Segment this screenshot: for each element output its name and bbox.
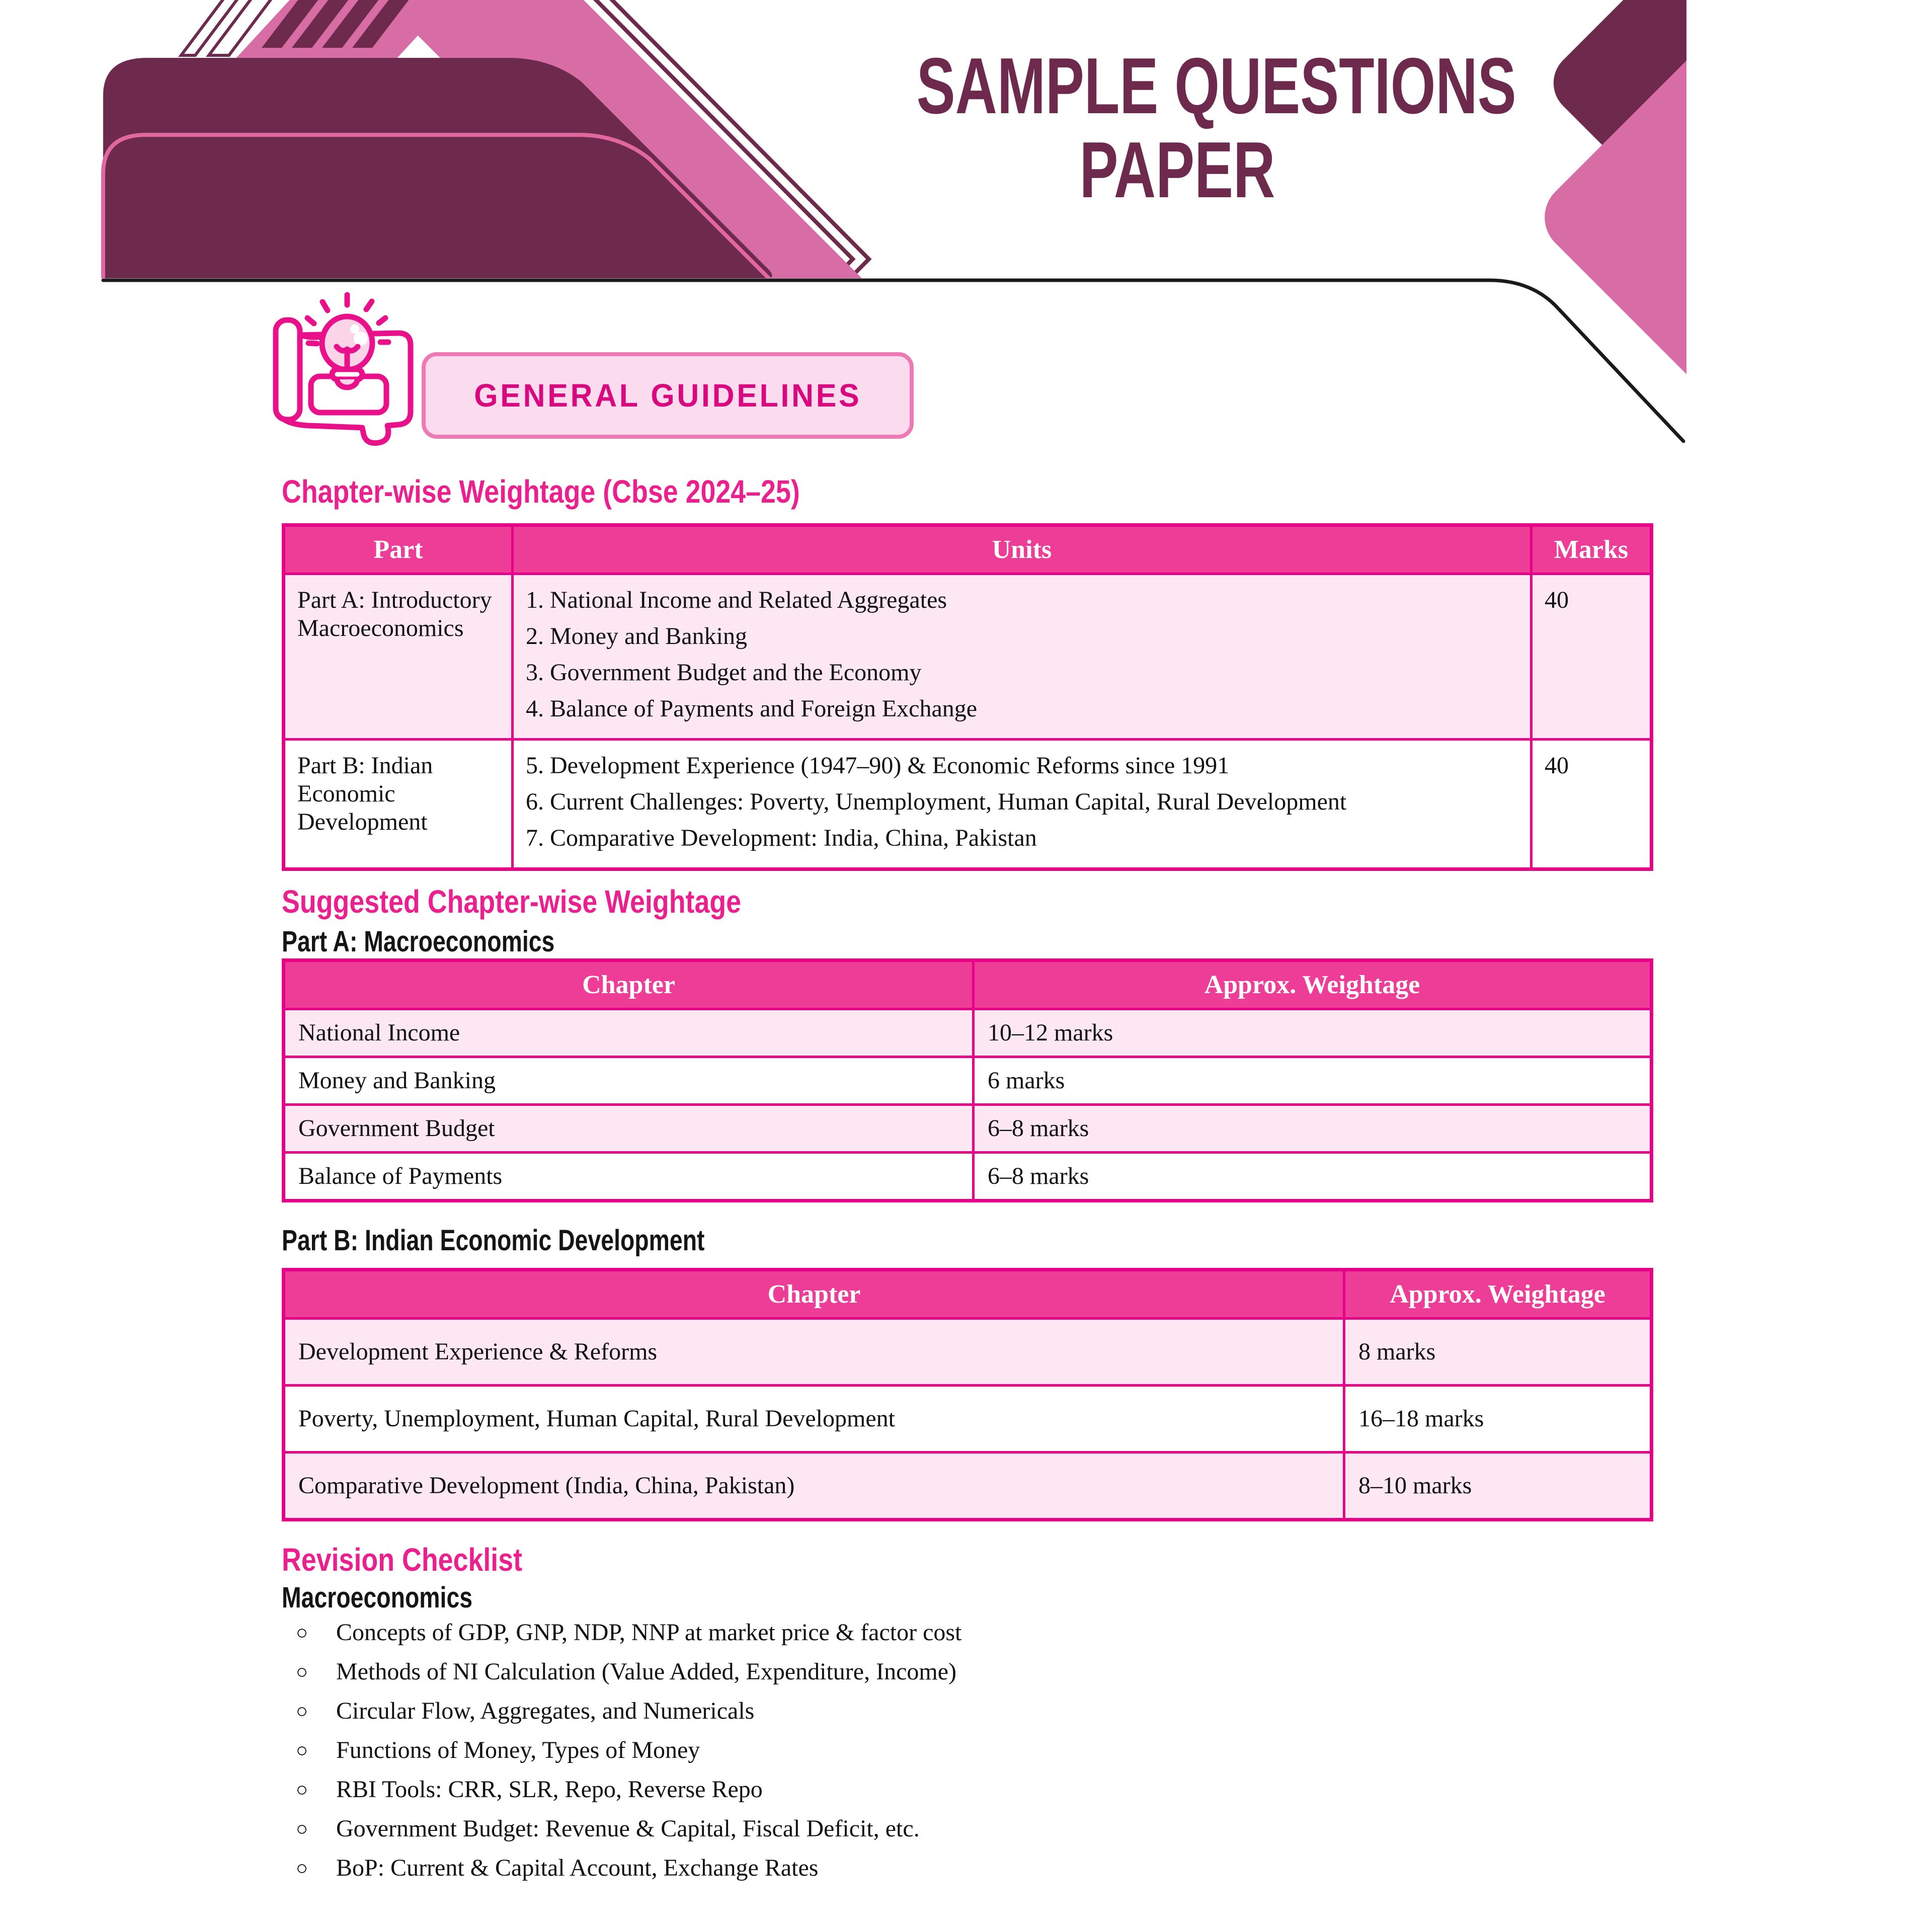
weightage-table-wrap [282, 523, 1653, 871]
partA-heading: Part A: Macroeconomics [282, 925, 555, 958]
list-item: ○ Functions of Money, Types of Money [296, 1736, 700, 1763]
unit-item: 2. Money and Banking [526, 623, 747, 650]
list-item: ○ BoP: Current & Capital Account, Exchange Rates [296, 1854, 819, 1881]
table-header-row [284, 525, 1652, 574]
chapter-cell: National Income [284, 1009, 974, 1057]
partA-table-wrap [282, 958, 1653, 1202]
section-suggested [282, 883, 1653, 920]
table-row [284, 1009, 1652, 1057]
revision-subheading: Macroeconomics [282, 1581, 473, 1614]
weightage-cell: 16–18 marks [1344, 1386, 1652, 1453]
weightage-table [282, 523, 1653, 871]
col-header-part: Part [284, 525, 513, 574]
table-row [284, 574, 1652, 740]
weightage-cell: 6–8 marks [974, 1105, 1652, 1153]
unit-item: 4. Balance of Payments and Foreign Exchange [526, 695, 978, 722]
chapter-cell: Balance of Payments [284, 1153, 974, 1201]
circle-bullet-icon: ○ [296, 1660, 308, 1683]
table-row [284, 1319, 1652, 1386]
col-header-marks: Marks [1532, 525, 1652, 574]
table-row [284, 740, 1652, 869]
circle-bullet-icon: ○ [296, 1738, 308, 1761]
unit-item: 1. National Income and Related Aggregates [526, 587, 947, 613]
lightbulb-scroll-icon [262, 287, 443, 463]
circle-bullet-icon: ○ [296, 1621, 308, 1644]
marks-cell: 40 [1532, 740, 1652, 869]
list-item: ○ Methods of NI Calculation (Value Added, Expenditure, Income) [296, 1658, 956, 1685]
page-title [820, 44, 1535, 212]
table-row [284, 1453, 1652, 1520]
list-item: ○ RBI Tools: CRR, SLR, Repo, Reverse Repo [296, 1776, 763, 1803]
table-row [284, 1386, 1652, 1453]
circle-bullet-icon: ○ [296, 1817, 308, 1840]
page-title-line2: PAPER [1079, 126, 1275, 214]
unit-item: 6. Current Challenges: Poverty, Unemployment, Human Capital, Rural Development [526, 788, 1347, 815]
table-row [284, 1105, 1652, 1153]
part-cell: Part B: Indian Economic Development [284, 740, 513, 869]
weightage-cell: 8 marks [1344, 1319, 1652, 1386]
weightage-cell: 10–12 marks [974, 1009, 1652, 1057]
weightage-cell: 6 marks [974, 1057, 1652, 1105]
chapter-cell: Development Experience & Reforms [284, 1319, 1344, 1386]
list-item: ○ Concepts of GDP, GNP, NDP, NNP at market price & factor cost [296, 1619, 962, 1646]
general-guidelines-label: GENERAL GUIDELINES [473, 377, 862, 414]
chapter-cell: Poverty, Unemployment, Human Capital, Rural Development [284, 1386, 1344, 1453]
marks-cell: 40 [1532, 574, 1652, 740]
partB-table [282, 1268, 1653, 1521]
partB-heading-wrap [282, 1224, 1653, 1257]
units-cell [513, 740, 1532, 869]
unit-item: 5. Development Experience (1947–90) & Economic Reforms since 1991 [526, 752, 1230, 779]
section-revision [282, 1541, 1653, 1578]
weightage-cell: 6–8 marks [974, 1153, 1652, 1201]
chapter-cell: Government Budget [284, 1105, 974, 1153]
revision-list-wrap [282, 1613, 1653, 1887]
partA-table [282, 958, 1653, 1202]
revision-subheading-wrap [282, 1581, 1653, 1615]
chapter-cell: Money and Banking [284, 1057, 974, 1105]
circle-bullet-icon: ○ [296, 1699, 308, 1722]
chapter-cell: Comparative Development (India, China, Pakistan) [284, 1453, 1344, 1520]
units-cell [513, 574, 1532, 740]
unit-item: 7. Comparative Development: India, China, Pakistan [526, 825, 1037, 851]
weightage-heading: Chapter-wise Weightage (Cbse 2024–25) [282, 473, 800, 510]
table-row [284, 1153, 1652, 1201]
table-header-row [284, 960, 1652, 1009]
table-header-row [284, 1270, 1652, 1319]
part-cell: Part A: Introductory Macroeconomics [284, 574, 513, 740]
revision-heading: Revision Checklist [282, 1542, 523, 1578]
weightage-cell: 8–10 marks [1344, 1453, 1652, 1520]
col-header-chapter: Chapter [284, 1270, 1344, 1319]
suggested-heading: Suggested Chapter-wise Weightage [282, 883, 742, 920]
list-item: ○ Government Budget: Revenue & Capital, Fiscal Deficit, etc. [296, 1815, 920, 1842]
circle-bullet-icon: ○ [296, 1778, 308, 1801]
col-header-weightage: Approx. Weightage [1344, 1270, 1652, 1319]
table-row [284, 1057, 1652, 1105]
circle-bullet-icon: ○ [296, 1856, 308, 1879]
section-weightage [282, 473, 1653, 510]
page-title-line1: SAMPLE QUESTIONS [916, 42, 1516, 130]
col-header-weightage: Approx. Weightage [974, 960, 1652, 1009]
stripes-icon [181, 0, 455, 60]
col-header-units: Units [513, 525, 1532, 574]
col-header-chapter: Chapter [284, 960, 974, 1009]
list-item: ○ Circular Flow, Aggregates, and Numericals [296, 1697, 755, 1724]
revision-checklist [282, 1613, 1653, 1887]
general-guidelines-badge [422, 352, 914, 439]
partA-heading-wrap [282, 925, 1653, 958]
unit-item: 3. Government Budget and the Economy [526, 659, 922, 686]
partB-heading: Part B: Indian Economic Development [282, 1224, 705, 1257]
partB-table-wrap [282, 1268, 1653, 1521]
